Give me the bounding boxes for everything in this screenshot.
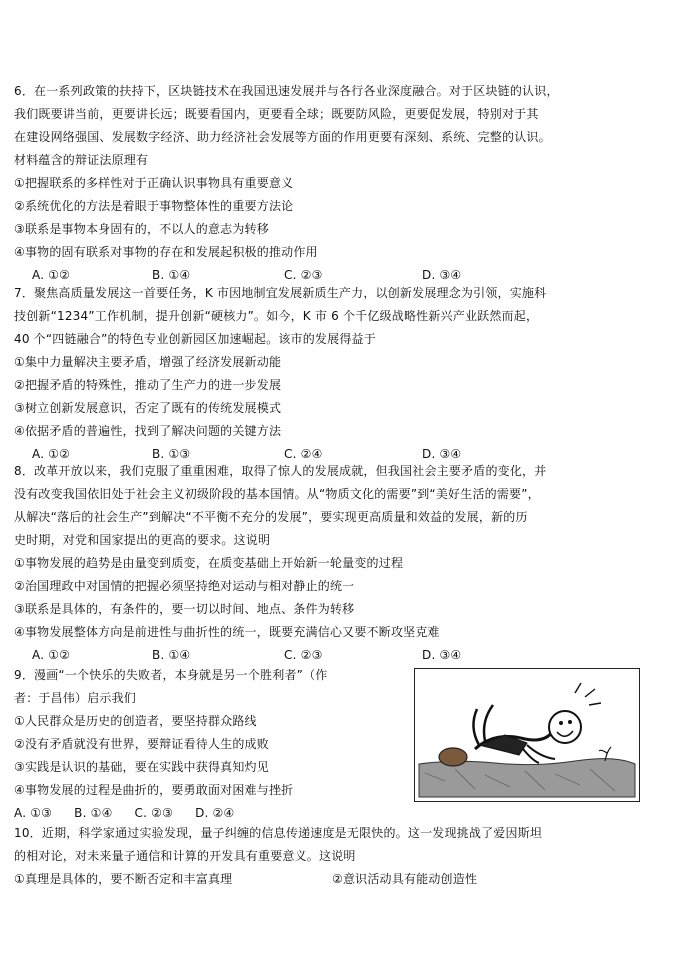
question-6-stem-line: 我们既要讲当前，更要讲长远；既要看国内，更要看全球；既要防风险，更要促发展，特别对于其 [14,107,539,121]
choice-d[interactable]: D. ③④ [422,447,462,461]
question-10-stem-line: 10．近期，科学家通过实验发现，量子纠缠的信息传递速度是无限快的。这一发现挑战了爱因斯坦 [14,826,543,840]
motion-marks [575,683,601,705]
choice-d[interactable]: D. ③④ [422,268,462,282]
question-7-stem-line: 40 个“四链融合”的特色专业创新园区加速崛起。该市的发展得益于 [14,332,376,346]
question-6-stem-line: 6．在一系列政策的扶持下，区块链技术在我国迅速发展并与各行各业深度融合。对于区块链的认识， [14,84,559,98]
question-7-option-3: ③树立创新发展意识，否定了既有的传统发展模式 [14,401,282,415]
question-7-option-4: ④依据矛盾的普遍性，找到了解决问题的关键方法 [14,424,282,438]
choice-c[interactable]: C. ②③ [284,648,323,662]
question-6-stem-line: 在建设网络强国、发展数字经济、助力经济社会发展等方面的作用更要有深刻、系统、完整的认识。 [14,130,551,144]
question-7-stem-line: 7．聚焦高质量发展这一首要任务，K 市因地制宜发展新质生产力，以创新发展理念为引领，实施科 [14,286,547,300]
question-9-option-2: ②没有矛盾就没有世界，要辩证看待人生的成败 [14,737,269,751]
question-9-stem-line: 者：于昌伟）启示我们 [14,691,137,705]
question-6 [14,80,674,286]
choice-a[interactable]: A. ①③ [14,806,53,820]
choice-c[interactable]: C. ②④ [284,447,323,461]
question-10-option-1: ①真理是具体的，要不断否定和丰富真理 [14,872,233,886]
choice-a[interactable]: A. ①② [32,648,71,662]
question-8-stem-line: 史时期，对党和国家提出的更高的要求。这说明 [14,533,271,547]
stone-shape [439,748,467,766]
question-9-stem-line: 9．漫画“一个快乐的失败者，本身就是另一个胜利者”（作 [14,668,328,682]
question-9-option-3: ③实践是认识的基础，要在实践中获得真知灼见 [14,760,269,774]
question-10 [14,822,674,891]
question-6-option-4: ④事物的固有联系对事物的存在和发展起积极的推动作用 [14,245,318,259]
question-10-option-2: ②意识活动具有能动创造性 [332,872,478,886]
choice-a[interactable]: A. ①② [32,447,71,461]
question-8-stem-line: 从解决“落后的社会生产”到解决“不平衡不充分的发展”，要实现更高质量和效益的发展，新的历 [14,510,528,524]
question-6-option-3: ③联系是事物本身固有的，不以人的意志为转移 [14,222,269,236]
person-leg [473,709,479,745]
cartoon-illustration [414,668,640,802]
person-head [549,711,581,743]
question-8-option-2: ②治国理政中对国情的把握必须坚持绝对运动与相对静止的统一 [14,579,355,593]
question-7-option-2: ②把握矛盾的特殊性，推动了生产力的进一步发展 [14,378,282,392]
person-leg [484,705,493,741]
question-10-stem-line: 的相对论，对未来量子通信和计算的开发具有重要意义。这说明 [14,849,356,863]
question-9-choices [14,802,674,824]
person-arm [523,749,539,763]
question-7 [14,282,674,465]
question-8-choices [14,644,674,666]
choice-b[interactable]: B. ①④ [74,806,113,820]
question-8-option-4: ④事物发展整体方向是前进性与曲折性的统一，既要充满信心又要不断攻坚克难 [14,625,440,639]
question-6-stem-line: 材料蕴含的辩证法原理有 [14,153,149,167]
question-7-stem-line: 技创新“1234”工作机制，提升创新“硬核力”。如今，K 市 6 个千亿级战略性新兴产业跃然而起， [14,309,539,323]
question-8-option-3: ③联系是具体的，有条件的，要一切以时间、地点、条件为转移 [14,602,355,616]
question-7-option-1: ①集中力量解决主要矛盾，增强了经济发展新动能 [14,355,282,369]
question-8-option-1: ①事物发展的趋势是由量变到质变，在质变基础上开始新一轮量变的过程 [14,556,404,570]
question-8-stem-line: 8．改革开放以来，我们克服了重重困难，取得了惊人的发展成就，但我国社会主要矛盾的变化，并 [14,464,547,478]
choice-b[interactable]: B. ①④ [152,268,191,282]
question-10-options [14,868,674,891]
choice-a[interactable]: A. ①② [32,268,71,282]
choice-c[interactable]: C. ②③ [284,268,323,282]
question-9-option-1: ①人民群众是历史的创造者，要坚持群众路线 [14,714,257,728]
question-8 [14,460,674,666]
choice-c[interactable]: C. ②③ [134,806,174,820]
choice-b[interactable]: B. ①④ [152,648,191,662]
question-6-option-2: ②系统优化的方法是着眼于事物整体性的重要方法论 [14,199,294,213]
choice-d[interactable]: D. ②④ [195,806,235,820]
choice-b[interactable]: B. ①③ [152,447,191,461]
question-8-stem-line: 没有改变我国依旧处于社会主义初级阶段的基本国情。从“物质文化的需要”到“美好生活的需要”， [14,487,540,501]
cartoon-drawing [415,669,638,800]
question-9-option-4: ④事物发展的过程是曲折的，要勇敢面对困难与挫折 [14,783,294,797]
question-6-option-1: ①把握联系的多样性对于正确认识事物具有重要意义 [14,176,294,190]
choice-d[interactable]: D. ③④ [422,648,462,662]
